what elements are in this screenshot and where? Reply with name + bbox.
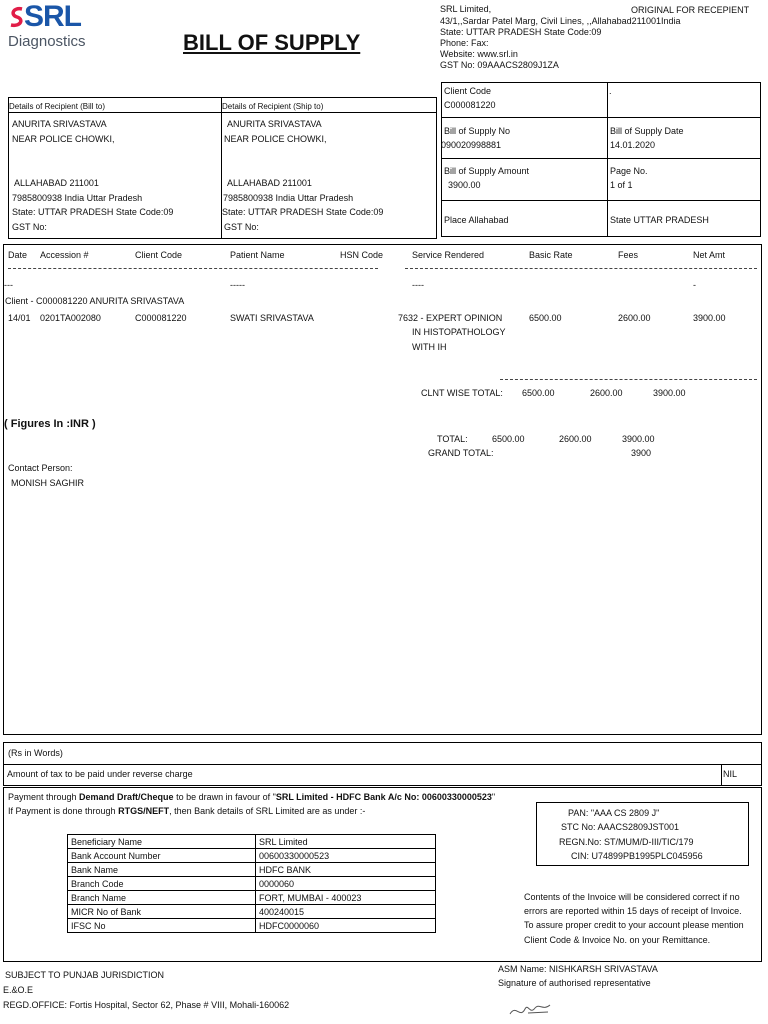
col-hsn-code: HSN Code [340, 250, 384, 260]
jurisdiction: SUBJECT TO PUNJAB JURISDICTION [5, 970, 165, 980]
payment-line-1: Payment through Demand Draft/Cheque to be drawn in favour of "SRL Limited - HDFC Bank A/c No: 00600330000523" [8, 792, 496, 802]
note-line-4: Client Code & Invoice No. on your Remittance. [524, 935, 711, 945]
bank-label: IFSC No [68, 919, 256, 933]
ship-to-gst: GST No: [224, 222, 259, 232]
page-no-label: Page No. [610, 166, 648, 176]
bank-value: HDFC0000060 [256, 919, 436, 933]
bank-label: MICR No of Bank [68, 905, 256, 919]
place: Place Allahabad [444, 215, 509, 225]
bank-details-table [67, 834, 436, 933]
bill-to-state: State: UTTAR PRADESH State Code:09 [12, 207, 174, 217]
company-line-2: 43/1,,Sardar Patel Marg, Civil Lines, ,,Allahabad211001India [440, 16, 681, 26]
row-service-l2: IN HISTOPATHOLOGY [412, 327, 506, 337]
page-no-value: 1 of 1 [610, 180, 633, 190]
bank-value: 400240015 [256, 905, 436, 919]
bank-label: Branch Code [68, 877, 256, 891]
clnt-total-label: CLNT WISE TOTAL: [421, 388, 503, 398]
bill-no-label: Bill of Supply No [444, 126, 511, 136]
ship-to-header: Details of Recipient (Ship to) [222, 102, 324, 111]
col-patient-name: Patient Name [230, 250, 285, 260]
cin: CIN: U74899PB1995PLC045956 [571, 851, 703, 861]
page-title: BILL OF SUPPLY [183, 30, 361, 55]
client-code-label: Client Code [444, 86, 492, 96]
col-date: Date [8, 250, 28, 260]
company-line-3: State: UTTAR PRADESH State Code:09 [440, 27, 602, 37]
col-fees: Fees [618, 250, 639, 260]
row-service-l1: 7632 - EXPERT OPINION [398, 313, 503, 323]
bill-to-city: ALLAHABAD 211001 [14, 178, 99, 188]
clnt-total-net: 3900.00 [653, 388, 686, 398]
ship-to-address: NEAR POLICE CHOWKI, [224, 134, 327, 144]
row-date: 14/01 [8, 313, 31, 323]
total-basic: 6500.00 [492, 434, 525, 444]
bill-date-label: Bill of Supply Date [610, 126, 684, 136]
clnt-total-basic: 6500.00 [522, 388, 555, 398]
reverse-charge-value: NIL [723, 769, 738, 779]
bank-value: FORT, MUMBAI - 400023 [256, 891, 436, 905]
copy-label: ORIGINAL FOR RECEPIENT [631, 5, 750, 15]
row-patient: SWATI SRIVASTAVA [230, 313, 314, 323]
table-row [68, 863, 436, 877]
total-net: 3900.00 [622, 434, 655, 444]
bill-amount-value: 3900.00 [448, 180, 481, 190]
bill-date-value: 14.01.2020 [610, 140, 656, 150]
row-fees: 2600.00 [618, 313, 651, 323]
table-row [68, 905, 436, 919]
col-net-amt: Net Amt [693, 250, 726, 260]
col-accession: Accession # [40, 250, 89, 260]
client-code-right: . [609, 86, 612, 96]
row-net-amt: 3900.00 [693, 313, 726, 323]
ship-to-phone: 7985800938 India Uttar Pradesh [223, 193, 354, 203]
pan: PAN: "AAA CS 2809 J" [568, 808, 660, 818]
placeholder-net: - [693, 280, 696, 290]
note-line-3: To assure proper credit to your account please mention [524, 920, 744, 930]
bank-label: Beneficiary Name [68, 835, 256, 849]
bank-value: 0000060 [256, 877, 436, 891]
grand-total-label: GRAND TOTAL: [428, 448, 494, 458]
company-line-5: Website: www.srl.in [440, 49, 518, 59]
stc: STC No: AAACS2809JST001 [561, 822, 680, 832]
table-row [68, 835, 436, 849]
eoe: E.&O.E [3, 985, 34, 995]
bill-no-value: 090020998881 [441, 140, 502, 150]
signature-label: Signature of authorised representative [498, 978, 651, 988]
signature-icon [508, 999, 558, 1021]
company-line-6: GST No: 09AAACS2809J1ZA [440, 60, 559, 70]
table-row [68, 849, 436, 863]
regd-office: REGD.OFFICE: Fortis Hospital, Sector 62, Phase # VIII, Mohali-160062 [3, 1000, 290, 1010]
bank-value: 00600330000523 [256, 849, 436, 863]
bill-to-phone: 7985800938 India Uttar Pradesh [12, 193, 143, 203]
bill-to-address: NEAR POLICE CHOWKI, [12, 134, 115, 144]
bank-value: HDFC BANK [256, 863, 436, 877]
bank-value: SRL Limited [256, 835, 436, 849]
col-basic-rate: Basic Rate [529, 250, 573, 260]
clnt-total-fees: 2600.00 [590, 388, 623, 398]
row-service-l3: WITH IH [412, 342, 447, 352]
note-line-1: Contents of the Invoice will be considered correct if no [524, 892, 740, 902]
ship-to-state: State: UTTAR PRADESH State Code:09 [222, 207, 384, 217]
words-label: (Rs in Words) [8, 748, 63, 758]
bill-to-name: ANURITA SRIVASTAVA [12, 119, 107, 129]
client-code-value: C000081220 [444, 100, 496, 110]
bank-label: Bank Account Number [68, 849, 256, 863]
client-line: Client - C000081220 ANURITA SRIVASTAVA [5, 296, 185, 306]
bill-to-gst: GST No: [12, 222, 47, 232]
row-basic-rate: 6500.00 [529, 313, 562, 323]
placeholder-service: ---- [412, 280, 424, 290]
state: State UTTAR PRADESH [610, 215, 709, 225]
asm-name: ASM Name: NISHKARSH SRIVASTAVA [498, 964, 658, 974]
placeholder-mid: ----- [230, 280, 245, 290]
reverse-charge-label: Amount of tax to be paid under reverse charge [7, 769, 193, 779]
bank-label: Bank Name [68, 863, 256, 877]
col-service: Service Rendered [412, 250, 485, 260]
company-line-4: Phone: Fax: [440, 38, 489, 48]
row-client-code: C000081220 [135, 313, 187, 323]
total-label: TOTAL: [437, 434, 468, 444]
grand-total-value: 3900 [631, 448, 652, 458]
ship-to-city: ALLAHABAD 211001 [227, 178, 312, 188]
contact-name: MONISH SAGHIR [11, 478, 85, 488]
bill-to-header: Details of Recipient (Bill to) [9, 102, 106, 111]
figures-note: ( Figures In :INR ) [4, 418, 96, 430]
bill-amount-label: Bill of Supply Amount [444, 166, 530, 176]
ship-to-name: ANURITA SRIVASTAVA [227, 119, 322, 129]
logo-diagnostics-text: Diagnostics [8, 33, 86, 50]
regn: REGN.No: ST/MUM/D-III/TIC/179 [559, 837, 694, 847]
placeholder-left: --- [4, 280, 13, 290]
row-accession: 0201TA002080 [40, 313, 101, 323]
contact-label: Contact Person: [8, 463, 73, 473]
total-fees: 2600.00 [559, 434, 592, 444]
logo-srl-text: SRL [24, 0, 81, 33]
company-line-1: SRL Limited, [440, 4, 492, 14]
note-line-2: errors are reported within 15 days of receipt of Invoice. [524, 906, 742, 916]
col-client-code: Client Code [135, 250, 183, 260]
table-row [68, 891, 436, 905]
table-row [68, 877, 436, 891]
table-row [68, 919, 436, 933]
payment-line-2: If Payment is done through RTGS/NEFT, then Bank details of SRL Limited are as under :- [8, 806, 366, 816]
bank-label: Branch Name [68, 891, 256, 905]
